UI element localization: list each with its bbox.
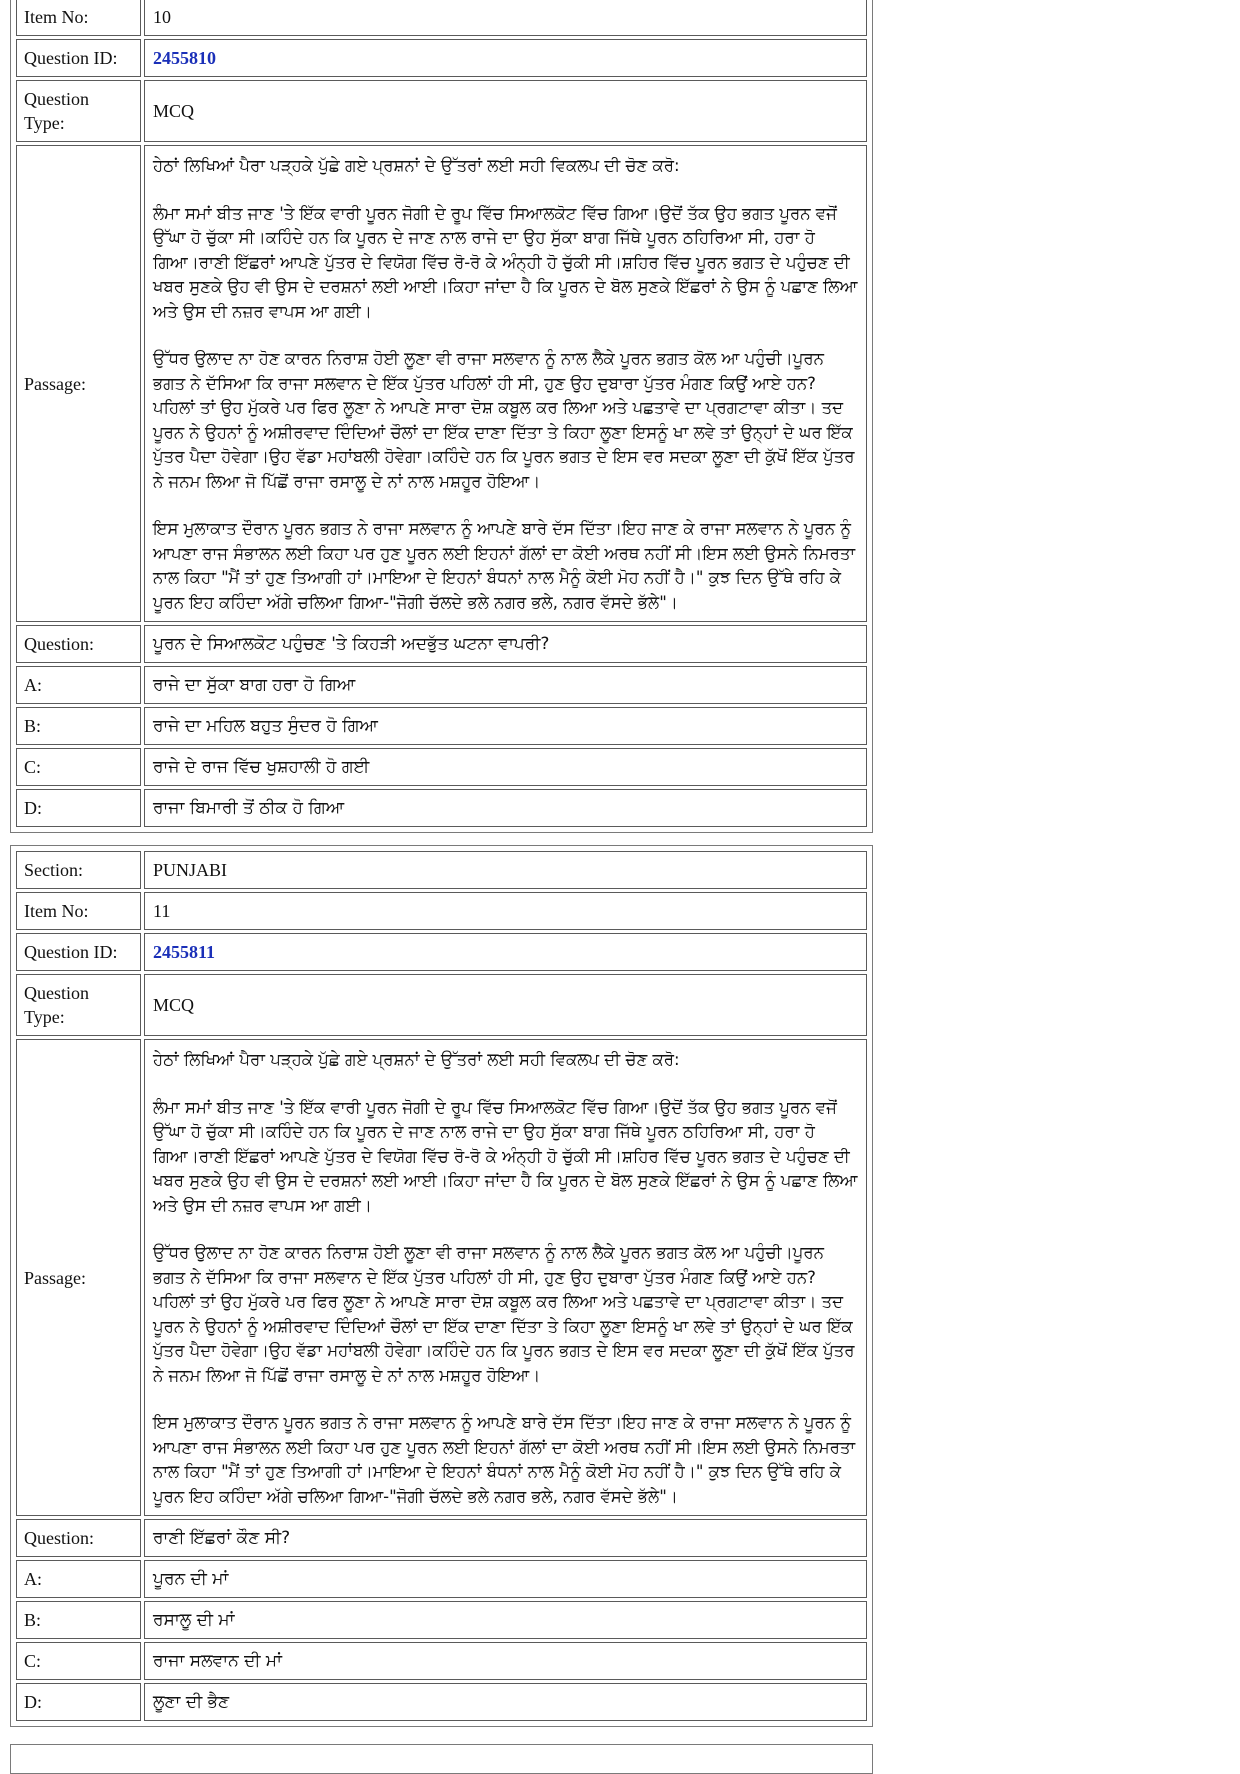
row-question-type [16, 974, 867, 1036]
question-id-cell [144, 933, 867, 971]
item-no-label: Item No: [16, 892, 141, 930]
section-label: Section: [16, 851, 141, 889]
question-type-label: Question Type: [16, 974, 141, 1036]
question-type-value: MCQ [144, 974, 867, 1036]
row-option-b [16, 707, 867, 745]
row-section [16, 851, 867, 889]
row-question-id [16, 39, 867, 77]
option-b-label: B: [16, 707, 141, 745]
question-label: Question: [16, 625, 141, 663]
option-b-text: ਰਾਜੇ ਦਾ ਮਹਿਲ ਬਹੁਤ ਸੁੰਦਰ ਹੋ ਗਿਆ [144, 707, 867, 745]
row-option-d [16, 1683, 867, 1721]
passage-text [144, 1039, 867, 1516]
question-label: Question: [16, 1519, 141, 1557]
passage-paragraph: ਉੱਧਰ ਉਲਾਦ ਨਾ ਹੋਣ ਕਾਰਨ ਨਿਰਾਸ਼ ਹੋਈ ਲੂਣਾ ਵੀ ਰਾਜਾ ਸਲਵਾਨ ਨੂੰ ਨਾਲ ਲੈਕੇ ਪੂਰਨ ਭਗਤ ਕੋਲ ਆ ਪਹੁੰਚੀ।ਪੂਰਨ ਭਗਤ ਨੇ ਦੱਸਿਆ ਕਿ ਰਾਜਾ ਸਲਵਾਨ ਦੇ ਇੱਕ ਪੁੱਤਰ ਪਹਿਲਾਂ ਹੀ ਸੀ, ਹੁਣ ਉਹ ਦੁਬਾਰਾ ਪੁੱਤਰ ਮੰਗਣ ਕਿਉਂ ਆਏ ਹਨ? ਪਹਿਲਾਂ ਤਾਂ ਉਹ ਮੁੱਕਰੇ ਪਰ ਫਿਰ ਲੂਣਾ ਨੇ ਆਪਣੇ ਸਾਰਾ ਦੋਸ਼ ਕਬੂਲ ਕਰ ਲਿਆ ਅਤੇ ਪਛਤਾਵੇ ਦਾ ਪ੍ਰਗਟਾਵਾ ਕੀਤਾ। ਤਦ ਪੂਰਨ ਨੇ ਉਹਨਾਂ ਨੂੰ ਅਸ਼ੀਰਵਾਦ ਦਿੰਦਿਆਂ ਚੌਲਾਂ ਦਾ ਇੱਕ ਦਾਣਾ ਦਿੱਤਾ ਤੇ ਕਿਹਾ ਲੂਣਾ ਇਸਨੂੰ ਖਾ ਲਵੇ ਤਾਂ ਉਨ੍ਹਾਂ ਦੇ ਘਰ ਇੱਕ ਪੁੱਤਰ ਪੈਦਾ ਹੋਵੇਗਾ।ਉਹ ਵੱਡਾ ਮਹਾਂਬਲੀ ਹੋਵੇਗਾ।ਕਹਿੰਦੇ ਹਨ ਕਿ ਪੂਰਨ ਭਗਤ ਦੇ ਇਸ ਵਰ ਸਦਕਾ ਲੂਣਾ ਦੀ ਕੁੱਖੋਂ ਇੱਕ ਪੁੱਤਰ ਨੇ ਜਨਮ ਲਿਆ ਜੋ ਪਿੱਛੋਂ ਰਾਜਾ ਰਸਾਲੂ ਦੇ ਨਾਂ ਨਾਲ ਮਸ਼ਹੂਰ ਹੋਇਆ। [153, 1243, 855, 1385]
question-card-10 [10, 0, 873, 833]
question-id-label: Question ID: [16, 39, 141, 77]
option-c-label: C: [16, 748, 141, 786]
passage-text [144, 145, 867, 622]
row-option-c [16, 1642, 867, 1680]
option-b-text: ਰਸਾਲੂ ਦੀ ਮਾਂ [144, 1601, 867, 1639]
row-question-type [16, 80, 867, 142]
row-passage [16, 1039, 867, 1516]
row-option-b [16, 1601, 867, 1639]
passage-paragraph: ਇਸ ਮੁਲਾਕਾਤ ਦੌਰਾਨ ਪੂਰਨ ਭਗਤ ਨੇ ਰਾਜਾ ਸਲਵਾਨ ਨੂੰ ਆਪਣੇ ਬਾਰੇ ਦੱਸ ਦਿੱਤਾ।ਇਹ ਜਾਣ ਕੇ ਰਾਜਾ ਸਲਵਾਨ ਨੇ ਪੂਰਨ ਨੂੰ ਆਪਣਾ ਰਾਜ ਸੰਭਾਲਨ ਲਈ ਕਿਹਾ ਪਰ ਹੁਣ ਪੂਰਨ ਲਈ ਇਹਨਾਂ ਗੱਲਾਂ ਦਾ ਕੋਈ ਅਰਥ ਨਹੀਂ ਸੀ।ਇਸ ਲਈ ਉਸਨੇ ਨਿਮਰਤਾ ਨਾਲ ਕਿਹਾ "ਮੈਂ ਤਾਂ ਹੁਣ ਤਿਆਗੀ ਹਾਂ।ਮਾਇਆ ਦੇ ਇਹਨਾਂ ਬੰਧਨਾਂ ਨਾਲ ਮੈਨੂੰ ਕੋਈ ਮੋਹ ਨਹੀਂ ਹੈ।" ਕੁਝ ਦਿਨ ਉੱਥੇ ਰਹਿ ਕੇ ਪੂਰਨ ਇਹ ਕਹਿੰਦਾ ਅੱਗੇ ਚਲਿਆ ਗਿਆ-"ਜੋਗੀ ਚੱਲਦੇ ਭਲੇ ਨਗਰ ਭਲੇ, ਨਗਰ ਵੱਸਦੇ ਭੱਲੇ"। [153, 519, 856, 612]
row-option-d [16, 789, 867, 827]
option-c-label: C: [16, 1642, 141, 1680]
passage-paragraph: ਲੰਮਾ ਸਮਾਂ ਬੀਤ ਜਾਣ 'ਤੇ ਇੱਕ ਵਾਰੀ ਪੂਰਨ ਜੋਗੀ ਦੇ ਰੂਪ ਵਿੱਚ ਸਿਆਲਕੋਟ ਵਿੱਚ ਗਿਆ।ਉਦੋਂ ਤੱਕ ਉਹ ਭਗਤ ਪੂਰਨ ਵਜੋਂ ਉੱਘਾ ਹੋ ਚੁੱਕਾ ਸੀ।ਕਹਿੰਦੇ ਹਨ ਕਿ ਪੂਰਨ ਦੇ ਜਾਣ ਨਾਲ ਰਾਜੇ ਦਾ ਉਹ ਸੁੱਕਾ ਬਾਗ ਜਿੱਥੇ ਪੂਰਨ ਠਹਿਰਿਆ ਸੀ, ਹਰਾ ਹੋ ਗਿਆ।ਰਾਣੀ ਇੱਛਰਾਂ ਆਪਣੇ ਪੁੱਤਰ ਦੇ ਵਿਯੋਗ ਵਿੱਚ ਰੋ-ਰੋ ਕੇ ਅੰਨ੍ਹੀ ਹੋ ਚੁੱਕੀ ਸੀ।ਸ਼ਹਿਰ ਵਿੱਚ ਪੂਰਨ ਭਗਤ ਦੇ ਪਹੁੰਚਣ ਦੀ ਖਬਰ ਸੁਣਕੇ ਉਹ ਵੀ ਉਸ ਦੇ ਦਰਸ਼ਨਾਂ ਲਈ ਆਈ।ਕਿਹਾ ਜਾਂਦਾ ਹੈ ਕਿ ਪੂਰਨ ਦੇ ਬੋਲ ਸੁਣਕੇ ਇੱਛਰਾਂ ਨੇ ਉਸ ਨੂੰ ਪਛਾਣ ਲਿਆ ਅਤੇ ਉਸ ਦੀ ਨਜ਼ਰ ਵਾਪਸ ਆ ਗਈ। [153, 203, 858, 321]
question-card-11 [10, 845, 873, 1727]
question-table [13, 848, 870, 1724]
question-id-value: 2455810 [153, 48, 216, 68]
row-item-no [16, 0, 867, 36]
row-item-no [16, 892, 867, 930]
passage-instruction: ਹੇਠਾਂ ਲਿਖਿਆਂ ਪੈਰਾ ਪੜ੍ਹਕੇ ਪੁੱਛੇ ਗਏ ਪ੍ਰਸ਼ਨਾਂ ਦੇ ਉੱਤਰਾਂ ਲਈ ਸਹੀ ਵਿਕਲਪ ਦੀ ਚੋਣ ਕਰੋ: [153, 156, 680, 175]
question-type-label: Question Type: [16, 80, 141, 142]
option-d-text: ਰਾਜਾ ਬਿਮਾਰੀ ਤੋਂ ਠੀਕ ਹੋ ਗਿਆ [144, 789, 867, 827]
option-c-text: ਰਾਜਾ ਸਲਵਾਨ ਦੀ ਮਾਂ [144, 1642, 867, 1680]
option-a-label: A: [16, 666, 141, 704]
option-d-label: D: [16, 1683, 141, 1721]
question-card-next [10, 1744, 873, 1774]
question-text: ਪੂਰਨ ਦੇ ਸਿਆਲਕੋਟ ਪਹੁੰਚਣ 'ਤੇ ਕਿਹੜੀ ਅਦਭੁੱਤ ਘਟਨਾ ਵਾਪਰੀ? [144, 625, 867, 663]
item-no-value: 10 [144, 0, 867, 36]
row-question-id [16, 933, 867, 971]
row-question [16, 625, 867, 663]
row-option-a [16, 666, 867, 704]
option-a-label: A: [16, 1560, 141, 1598]
passage-label: Passage: [16, 1039, 141, 1516]
item-no-label: Item No: [16, 0, 141, 36]
question-type-value: MCQ [144, 80, 867, 142]
option-c-text: ਰਾਜੇ ਦੇ ਰਾਜ ਵਿੱਚ ਖੁਸ਼ਹਾਲੀ ਹੋ ਗਈ [144, 748, 867, 786]
passage-instruction: ਹੇਠਾਂ ਲਿਖਿਆਂ ਪੈਰਾ ਪੜ੍ਹਕੇ ਪੁੱਛੇ ਗਏ ਪ੍ਰਸ਼ਨਾਂ ਦੇ ਉੱਤਰਾਂ ਲਈ ਸਹੀ ਵਿਕਲਪ ਦੀ ਚੋਣ ਕਰੋ: [153, 1050, 680, 1069]
passage-paragraph: ਉੱਧਰ ਉਲਾਦ ਨਾ ਹੋਣ ਕਾਰਨ ਨਿਰਾਸ਼ ਹੋਈ ਲੂਣਾ ਵੀ ਰਾਜਾ ਸਲਵਾਨ ਨੂੰ ਨਾਲ ਲੈਕੇ ਪੂਰਨ ਭਗਤ ਕੋਲ ਆ ਪਹੁੰਚੀ।ਪੂਰਨ ਭਗਤ ਨੇ ਦੱਸਿਆ ਕਿ ਰਾਜਾ ਸਲਵਾਨ ਦੇ ਇੱਕ ਪੁੱਤਰ ਪਹਿਲਾਂ ਹੀ ਸੀ, ਹੁਣ ਉਹ ਦੁਬਾਰਾ ਪੁੱਤਰ ਮੰਗਣ ਕਿਉਂ ਆਏ ਹਨ? ਪਹਿਲਾਂ ਤਾਂ ਉਹ ਮੁੱਕਰੇ ਪਰ ਫਿਰ ਲੂਣਾ ਨੇ ਆਪਣੇ ਸਾਰਾ ਦੋਸ਼ ਕਬੂਲ ਕਰ ਲਿਆ ਅਤੇ ਪਛਤਾਵੇ ਦਾ ਪ੍ਰਗਟਾਵਾ ਕੀਤਾ। ਤਦ ਪੂਰਨ ਨੇ ਉਹਨਾਂ ਨੂੰ ਅਸ਼ੀਰਵਾਦ ਦਿੰਦਿਆਂ ਚੌਲਾਂ ਦਾ ਇੱਕ ਦਾਣਾ ਦਿੱਤਾ ਤੇ ਕਿਹਾ ਲੂਣਾ ਇਸਨੂੰ ਖਾ ਲਵੇ ਤਾਂ ਉਨ੍ਹਾਂ ਦੇ ਘਰ ਇੱਕ ਪੁੱਤਰ ਪੈਦਾ ਹੋਵੇਗਾ।ਉਹ ਵੱਡਾ ਮਹਾਂਬਲੀ ਹੋਵੇਗਾ।ਕਹਿੰਦੇ ਹਨ ਕਿ ਪੂਰਨ ਭਗਤ ਦੇ ਇਸ ਵਰ ਸਦਕਾ ਲੂਣਾ ਦੀ ਕੁੱਖੋਂ ਇੱਕ ਪੁੱਤਰ ਨੇ ਜਨਮ ਲਿਆ ਜੋ ਪਿੱਛੋਂ ਰਾਜਾ ਰਸਾਲੂ ਦੇ ਨਾਂ ਨਾਲ ਮਸ਼ਹੂਰ ਹੋਇਆ। [153, 349, 855, 491]
option-a-text: ਪੂਰਨ ਦੀ ਮਾਂ [144, 1560, 867, 1598]
passage-label: Passage: [16, 145, 141, 622]
row-option-c [16, 748, 867, 786]
passage-paragraph: ਲੰਮਾ ਸਮਾਂ ਬੀਤ ਜਾਣ 'ਤੇ ਇੱਕ ਵਾਰੀ ਪੂਰਨ ਜੋਗੀ ਦੇ ਰੂਪ ਵਿੱਚ ਸਿਆਲਕੋਟ ਵਿੱਚ ਗਿਆ।ਉਦੋਂ ਤੱਕ ਉਹ ਭਗਤ ਪੂਰਨ ਵਜੋਂ ਉੱਘਾ ਹੋ ਚੁੱਕਾ ਸੀ।ਕਹਿੰਦੇ ਹਨ ਕਿ ਪੂਰਨ ਦੇ ਜਾਣ ਨਾਲ ਰਾਜੇ ਦਾ ਉਹ ਸੁੱਕਾ ਬਾਗ ਜਿੱਥੇ ਪੂਰਨ ਠਹਿਰਿਆ ਸੀ, ਹਰਾ ਹੋ ਗਿਆ।ਰਾਣੀ ਇੱਛਰਾਂ ਆਪਣੇ ਪੁੱਤਰ ਦੇ ਵਿਯੋਗ ਵਿੱਚ ਰੋ-ਰੋ ਕੇ ਅੰਨ੍ਹੀ ਹੋ ਚੁੱਕੀ ਸੀ।ਸ਼ਹਿਰ ਵਿੱਚ ਪੂਰਨ ਭਗਤ ਦੇ ਪਹੁੰਚਣ ਦੀ ਖਬਰ ਸੁਣਕੇ ਉਹ ਵੀ ਉਸ ਦੇ ਦਰਸ਼ਨਾਂ ਲਈ ਆਈ।ਕਿਹਾ ਜਾਂਦਾ ਹੈ ਕਿ ਪੂਰਨ ਦੇ ਬੋਲ ਸੁਣਕੇ ਇੱਛਰਾਂ ਨੇ ਉਸ ਨੂੰ ਪਛਾਣ ਲਿਆ ਅਤੇ ਉਸ ਦੀ ਨਜ਼ਰ ਵਾਪਸ ਆ ਗਈ। [153, 1097, 858, 1215]
passage-paragraph: ਇਸ ਮੁਲਾਕਾਤ ਦੌਰਾਨ ਪੂਰਨ ਭਗਤ ਨੇ ਰਾਜਾ ਸਲਵਾਨ ਨੂੰ ਆਪਣੇ ਬਾਰੇ ਦੱਸ ਦਿੱਤਾ।ਇਹ ਜਾਣ ਕੇ ਰਾਜਾ ਸਲਵਾਨ ਨੇ ਪੂਰਨ ਨੂੰ ਆਪਣਾ ਰਾਜ ਸੰਭਾਲਨ ਲਈ ਕਿਹਾ ਪਰ ਹੁਣ ਪੂਰਨ ਲਈ ਇਹਨਾਂ ਗੱਲਾਂ ਦਾ ਕੋਈ ਅਰਥ ਨਹੀਂ ਸੀ।ਇਸ ਲਈ ਉਸਨੇ ਨਿਮਰਤਾ ਨਾਲ ਕਿਹਾ "ਮੈਂ ਤਾਂ ਹੁਣ ਤਿਆਗੀ ਹਾਂ।ਮਾਇਆ ਦੇ ਇਹਨਾਂ ਬੰਧਨਾਂ ਨਾਲ ਮੈਨੂੰ ਕੋਈ ਮੋਹ ਨਹੀਂ ਹੈ।" ਕੁਝ ਦਿਨ ਉੱਥੇ ਰਹਿ ਕੇ ਪੂਰਨ ਇਹ ਕਹਿੰਦਾ ਅੱਗੇ ਚਲਿਆ ਗਿਆ-"ਜੋਗੀ ਚੱਲਦੇ ਭਲੇ ਨਗਰ ਭਲੇ, ਨਗਰ ਵੱਸਦੇ ਭੱਲੇ"। [153, 1413, 856, 1506]
section-value: PUNJABI [144, 851, 867, 889]
question-id-value: 2455811 [153, 942, 216, 962]
option-a-text: ਰਾਜੇ ਦਾ ਸੁੱਕਾ ਬਾਗ ਹਰਾ ਹੋ ਗਿਆ [144, 666, 867, 704]
question-text: ਰਾਣੀ ਇੱਛਰਾਂ ਕੌਣ ਸੀ? [144, 1519, 867, 1557]
option-b-label: B: [16, 1601, 141, 1639]
question-id-label: Question ID: [16, 933, 141, 971]
option-d-text: ਲੂਣਾ ਦੀ ਭੈਣ [144, 1683, 867, 1721]
option-d-label: D: [16, 789, 141, 827]
question-id-cell [144, 39, 867, 77]
row-question [16, 1519, 867, 1557]
question-table [13, 0, 870, 830]
row-option-a [16, 1560, 867, 1598]
item-no-value: 11 [144, 892, 867, 930]
row-passage [16, 145, 867, 622]
